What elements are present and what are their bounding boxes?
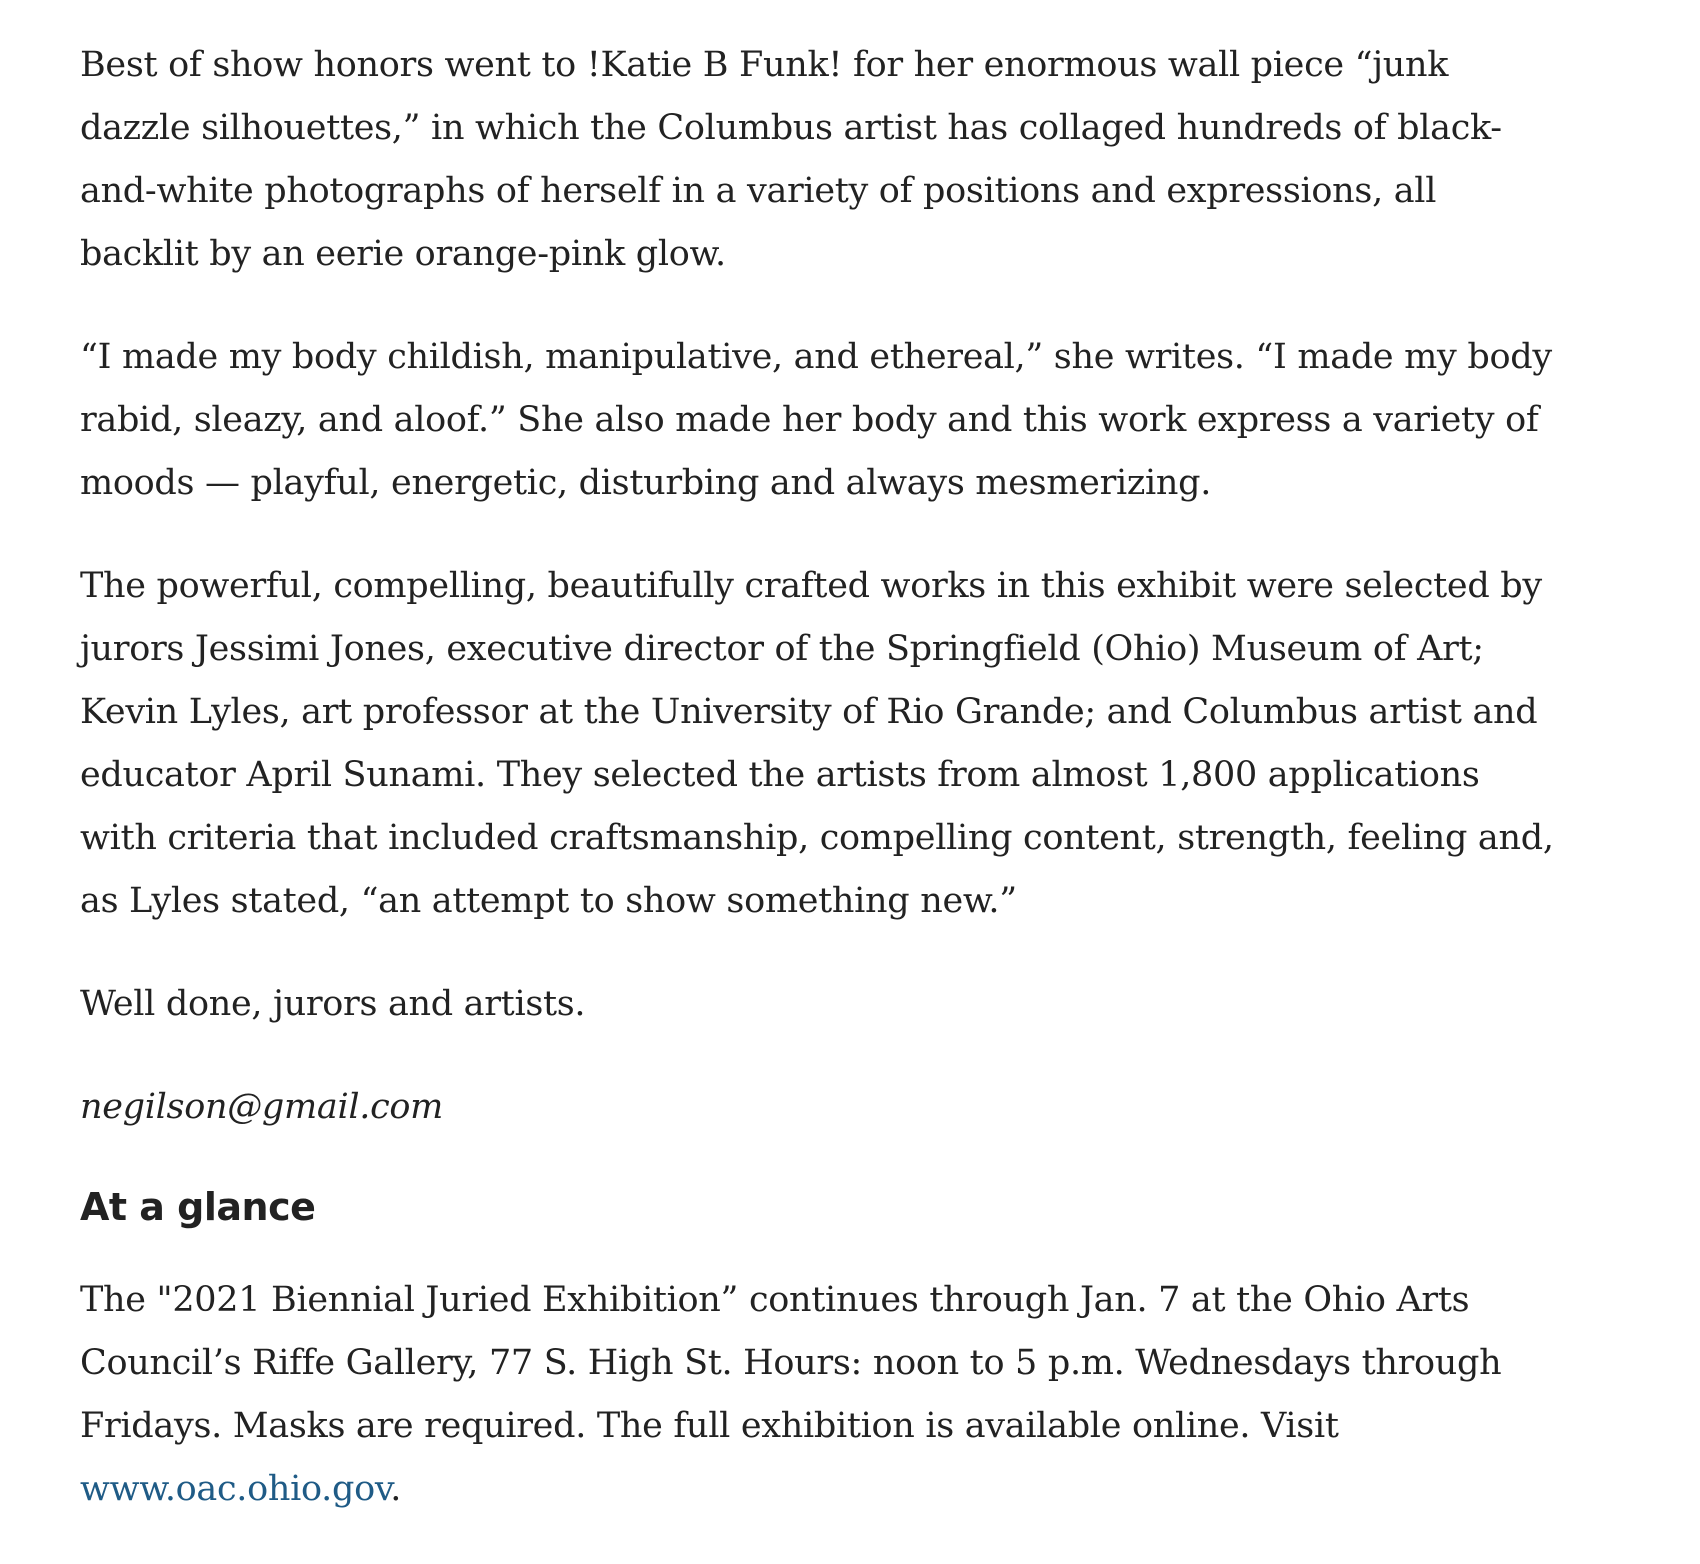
text-line: moods — playful, energetic, disturbing and always mesmerizing. bbox=[80, 463, 1212, 503]
text-line: educator April Sunami. They selected the artists from almost 1,800 applications bbox=[80, 755, 1480, 795]
text-line: rabid, sleazy, and aloof.” She also made her body and this work express a variety of bbox=[80, 400, 1539, 440]
link-suffix: . bbox=[390, 1469, 402, 1509]
paragraph-best-of-show bbox=[80, 34, 1680, 286]
text-line: with criteria that included craftsmanship, compelling content, strength, feeling and, bbox=[80, 818, 1554, 858]
paragraph-jurors bbox=[80, 555, 1680, 933]
text-line: as Lyles stated, “an attempt to show something new.” bbox=[80, 881, 1017, 921]
text-line: Fridays. Masks are required. The full exhibition is available online. Visit bbox=[80, 1406, 1339, 1446]
paragraph-quote bbox=[80, 326, 1680, 515]
article-body bbox=[80, 34, 1680, 1561]
paragraph-well-done bbox=[80, 973, 1680, 1036]
at-a-glance-heading: At a glance bbox=[80, 1185, 316, 1229]
oac-website-link[interactable]: www.oac.ohio.gov bbox=[80, 1469, 391, 1509]
text-line bbox=[80, 1458, 1680, 1521]
text-line: The powerful, compelling, beautifully crafted works in this exhibit were selected by bbox=[80, 566, 1542, 606]
paragraph-at-a-glance bbox=[80, 1269, 1680, 1521]
author-email: negilson@gmail.com bbox=[80, 1087, 444, 1127]
text-line: The "2021 Biennial Juried Exhibition” continues through Jan. 7 at the Ohio Arts bbox=[80, 1280, 1470, 1320]
text-line: Kevin Lyles, art professor at the University of Rio Grande; and Columbus artist and bbox=[80, 692, 1538, 732]
text-line: Best of show honors went to !Katie B Funk! for her enormous wall piece “junk bbox=[80, 45, 1449, 85]
text-line: jurors Jessimi Jones, executive director of the Springfield (Ohio) Museum of Art; bbox=[80, 629, 1484, 669]
text-line: Council’s Riffe Gallery, 77 S. High St. Hours: noon to 5 p.m. Wednesdays through bbox=[80, 1343, 1502, 1383]
text-line: Well done, jurors and artists. bbox=[80, 984, 586, 1024]
text-line: backlit by an eerie orange-pink glow. bbox=[80, 234, 726, 274]
text-line: and-white photographs of herself in a variety of positions and expressions, all bbox=[80, 171, 1437, 211]
text-line: dazzle silhouettes,” in which the Columbus artist has collaged hundreds of black- bbox=[80, 108, 1502, 148]
text-line: “I made my body childish, manipulative, and ethereal,” she writes. “I made my body bbox=[80, 337, 1552, 377]
